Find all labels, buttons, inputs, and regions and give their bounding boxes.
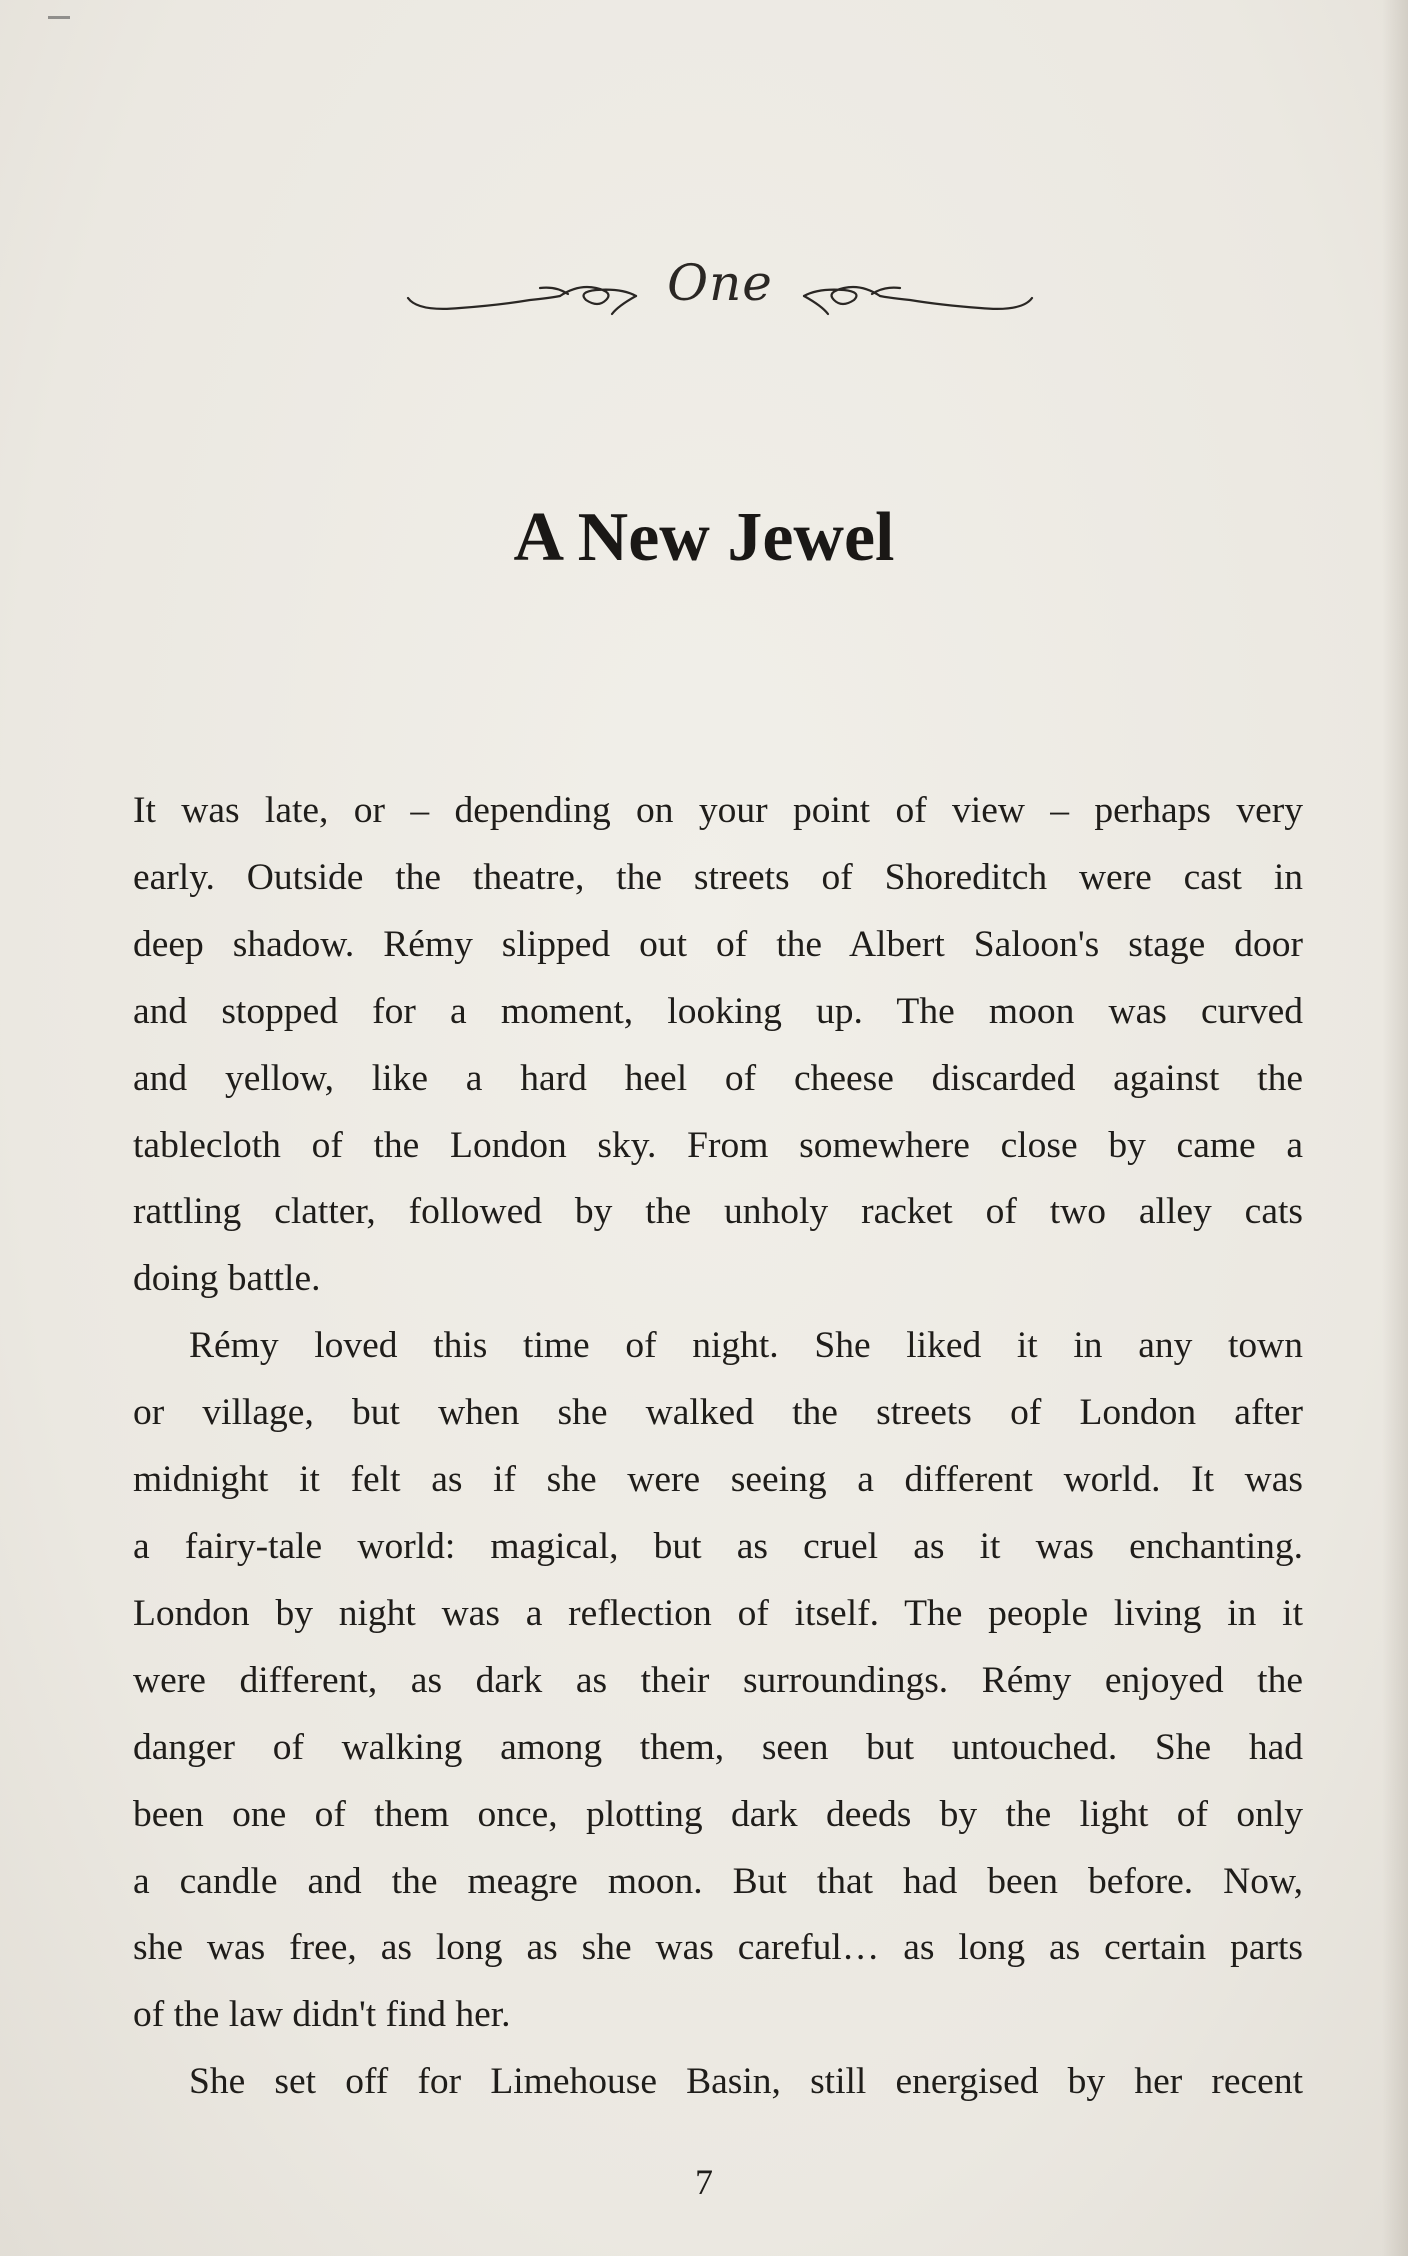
text-line: been one of them once, plotting dark deeds by the light of only bbox=[133, 1793, 1303, 1835]
text-line: and yellow, like a hard heel of cheese discarded against the bbox=[133, 1057, 1303, 1099]
text-line: London by night was a reflection of itself. The people living in it bbox=[133, 1592, 1303, 1634]
text-line: It was late, or – depending on your point of view – perhaps very bbox=[133, 790, 1303, 831]
paragraph bbox=[133, 778, 1303, 1313]
text-line: doing battle. bbox=[133, 1258, 321, 1300]
text-line: She set off for Limehouse Basin, still energised by her recent bbox=[189, 2061, 1303, 2103]
text-line: tablecloth of the London sky. From somewhere close by came a bbox=[133, 1124, 1303, 1166]
text-line: Rémy loved this time of night. She liked it in any town bbox=[189, 1325, 1303, 1367]
chapter-number-label: One bbox=[667, 254, 773, 312]
text-line: danger of walking among them, seen but untouched. She had bbox=[133, 1726, 1303, 1768]
text-line: early. Outside the theatre, the streets of Shoreditch were cast in bbox=[133, 856, 1303, 898]
body-text bbox=[133, 778, 1303, 2116]
text-line: she was free, as long as she was careful… as long as certain parts bbox=[133, 1927, 1303, 1969]
text-line: or village, but when she walked the streets of London after bbox=[133, 1392, 1303, 1434]
text-line: midnight it felt as if she were seeing a different world. It was bbox=[133, 1459, 1303, 1501]
corner-mark bbox=[48, 16, 70, 19]
text-line: deep shadow. Rémy slipped out of the Albert Saloon's stage door bbox=[133, 923, 1303, 965]
text-line: of the law didn't find her. bbox=[133, 1994, 511, 2036]
page-number: 7 bbox=[695, 2162, 713, 2202]
paragraph bbox=[133, 1313, 1303, 2049]
text-line: a candle and the meagre moon. But that had been before. Now, bbox=[133, 1860, 1303, 1902]
page-edge-shadow bbox=[1382, 0, 1408, 2256]
chapter-ornament bbox=[400, 228, 1040, 338]
paragraph bbox=[133, 2049, 1303, 2116]
chapter-title: A New Jewel bbox=[513, 499, 895, 576]
text-line: were different, as dark as their surroundings. Rémy enjoyed the bbox=[133, 1659, 1303, 1701]
text-line: and stopped for a moment, looking up. The moon was curved bbox=[133, 990, 1303, 1032]
text-line: rattling clatter, followed by the unholy racket of two alley cats bbox=[133, 1191, 1303, 1233]
text-line: a fairy-tale world: magical, but as cruel as it was enchanting. bbox=[133, 1525, 1303, 1567]
